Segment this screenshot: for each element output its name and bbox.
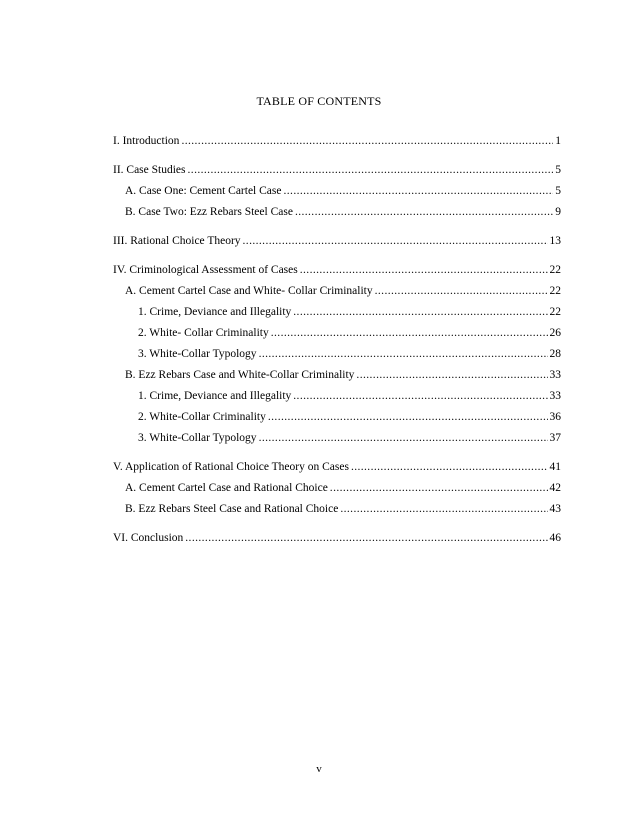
toc-list xyxy=(113,135,561,553)
toc-entry-page: 36 xyxy=(549,411,561,423)
toc-dot-leader xyxy=(243,235,548,247)
toc-entry-label: 2. White- Collar Criminality xyxy=(138,327,269,339)
toc-dot-leader xyxy=(375,285,548,297)
toc-entry-page: 28 xyxy=(549,348,561,360)
toc-entry xyxy=(113,432,561,453)
toc-dot-leader xyxy=(293,306,547,318)
toc-entry-label: A. Cement Cartel Case and Rational Choice xyxy=(125,482,328,494)
toc-entry-page: 33 xyxy=(549,369,561,381)
toc-dot-leader xyxy=(293,390,547,402)
toc-entry xyxy=(113,369,561,390)
toc-dot-leader xyxy=(295,206,553,218)
toc-entry-label: 3. White-Collar Typology xyxy=(138,432,257,444)
toc-dot-leader xyxy=(284,185,554,197)
toc-entry xyxy=(113,390,561,411)
toc-entry xyxy=(113,164,561,185)
toc-dot-leader xyxy=(259,432,548,444)
toc-entry-label: 3. White-Collar Typology xyxy=(138,348,257,360)
toc-entry-page: 46 xyxy=(549,532,561,544)
toc-entry-label: 1. Crime, Deviance and Illegality xyxy=(138,306,292,318)
toc-dot-leader xyxy=(351,461,548,473)
toc-entry xyxy=(113,135,561,156)
toc-entry xyxy=(113,461,561,482)
toc-entry-page: 9 xyxy=(555,206,561,218)
toc-entry-page: 37 xyxy=(549,432,561,444)
toc-dot-leader xyxy=(356,369,547,381)
toc-entry xyxy=(113,285,561,306)
toc-entry-label: IV. Criminological Assessment of Cases xyxy=(113,264,298,276)
toc-dot-leader xyxy=(259,348,548,360)
toc-entry-page: 22 xyxy=(549,285,561,297)
toc-entry-page: 22 xyxy=(549,306,561,318)
toc-entry-page: 41 xyxy=(549,461,561,473)
toc-entry xyxy=(113,185,561,206)
toc-entry-label: II. Case Studies xyxy=(113,164,186,176)
toc-dot-leader xyxy=(300,264,548,276)
toc-entry-page: 42 xyxy=(549,482,561,494)
toc-entry-page: 33 xyxy=(549,390,561,402)
toc-entry xyxy=(113,235,561,256)
toc-entry-label: B. Ezz Rebars Steel Case and Rational Choice xyxy=(125,503,339,515)
toc-dot-leader xyxy=(188,164,554,176)
toc-entry-page: 1 xyxy=(555,135,561,147)
toc-entry-label: 1. Crime, Deviance and Illegality xyxy=(138,390,292,402)
toc-entry-label: I. Introduction xyxy=(113,135,180,147)
toc-entry xyxy=(113,532,561,553)
page-number: v xyxy=(316,763,322,775)
toc-entry-label: VI. Conclusion xyxy=(113,532,184,544)
toc-entry xyxy=(113,503,561,524)
toc-dot-leader xyxy=(268,411,548,423)
toc-entry xyxy=(113,327,561,348)
toc-entry-page: 5 xyxy=(555,164,561,176)
toc-dot-leader xyxy=(181,135,553,147)
toc-dot-leader xyxy=(271,327,548,339)
toc-entry xyxy=(113,264,561,285)
toc-dot-leader xyxy=(340,503,547,515)
toc-entry-label: A. Cement Cartel Case and White- Collar Criminality xyxy=(125,285,373,297)
toc-entry-page: 26 xyxy=(549,327,561,339)
toc-entry-label: III. Rational Choice Theory xyxy=(113,235,241,247)
toc-entry xyxy=(113,348,561,369)
toc-entry-label: V. Application of Rational Choice Theory on Cases xyxy=(113,461,349,473)
toc-entry-label: A. Case One: Cement Cartel Case xyxy=(125,185,282,197)
toc-entry-label: 2. White-Collar Criminality xyxy=(138,411,266,423)
toc-entry xyxy=(113,482,561,503)
page-title: TABLE OF CONTENTS xyxy=(256,94,382,108)
toc-entry-page: 5 xyxy=(555,185,561,197)
toc-entry-label: B. Ezz Rebars Case and White-Collar Criminality xyxy=(125,369,355,381)
toc-entry xyxy=(113,411,561,432)
toc-entry xyxy=(113,206,561,227)
toc-entry-page: 43 xyxy=(549,503,561,515)
toc-entry-page: 13 xyxy=(549,235,561,247)
toc-entry xyxy=(113,306,561,327)
toc-entry-label: B. Case Two: Ezz Rebars Steel Case xyxy=(125,206,293,218)
toc-dot-leader xyxy=(185,532,547,544)
toc-dot-leader xyxy=(330,482,548,494)
toc-entry-page: 22 xyxy=(549,264,561,276)
